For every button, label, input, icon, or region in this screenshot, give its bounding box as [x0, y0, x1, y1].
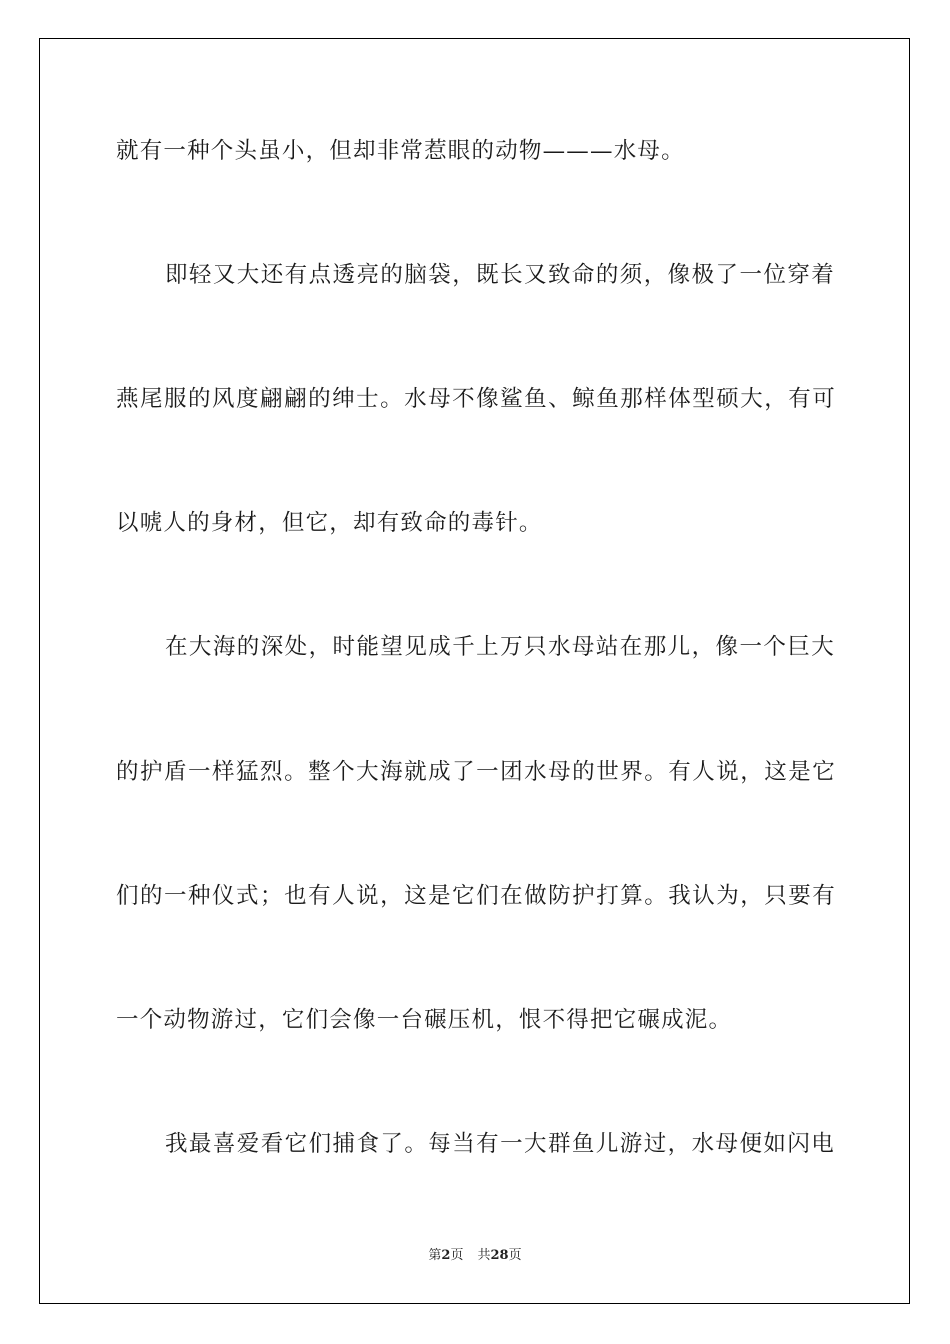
page-prefix: 第 [428, 1248, 442, 1263]
total-pages: 28 [490, 1248, 509, 1263]
text-line-7: 们的一种仪式；也有人说，这是它们在做防护打算。我认为，只要有 [116, 883, 836, 909]
text-line-1: 就有一种个头虽小，但却非常惹眼的动物———水母。 [116, 138, 685, 164]
page-border [39, 38, 910, 1304]
total-suffix: 页 [508, 1248, 522, 1263]
page-number: 2 [441, 1248, 451, 1263]
text-line-9: 我最喜爱看它们捕食了。每当有一大群鱼儿游过，水母便如闪电 [165, 1131, 835, 1157]
text-line-2: 即轻又大还有点透亮的脑袋，既长又致命的须，像极了一位穿着 [165, 262, 835, 288]
page-footer [0, 1247, 950, 1265]
text-line-5: 在大海的深处，时能望见成千上万只水母站在那儿，像一个巨大 [165, 634, 835, 660]
total-prefix: 共 [477, 1248, 491, 1263]
text-line-4: 以唬人的身材，但它，却有致命的毒针。 [116, 510, 543, 536]
text-line-8: 一个动物游过，它们会像一台碾压机，恨不得把它碾成泥。 [116, 1007, 733, 1033]
text-line-6: 的护盾一样猛烈。整个大海就成了一团水母的世界。有人说，这是它 [116, 759, 836, 785]
text-line-3: 燕尾服的风度翩翩的绅士。水母不像鲨鱼、鲸鱼那样体型硕大，有可 [116, 386, 836, 412]
page-suffix: 页 [450, 1248, 464, 1263]
